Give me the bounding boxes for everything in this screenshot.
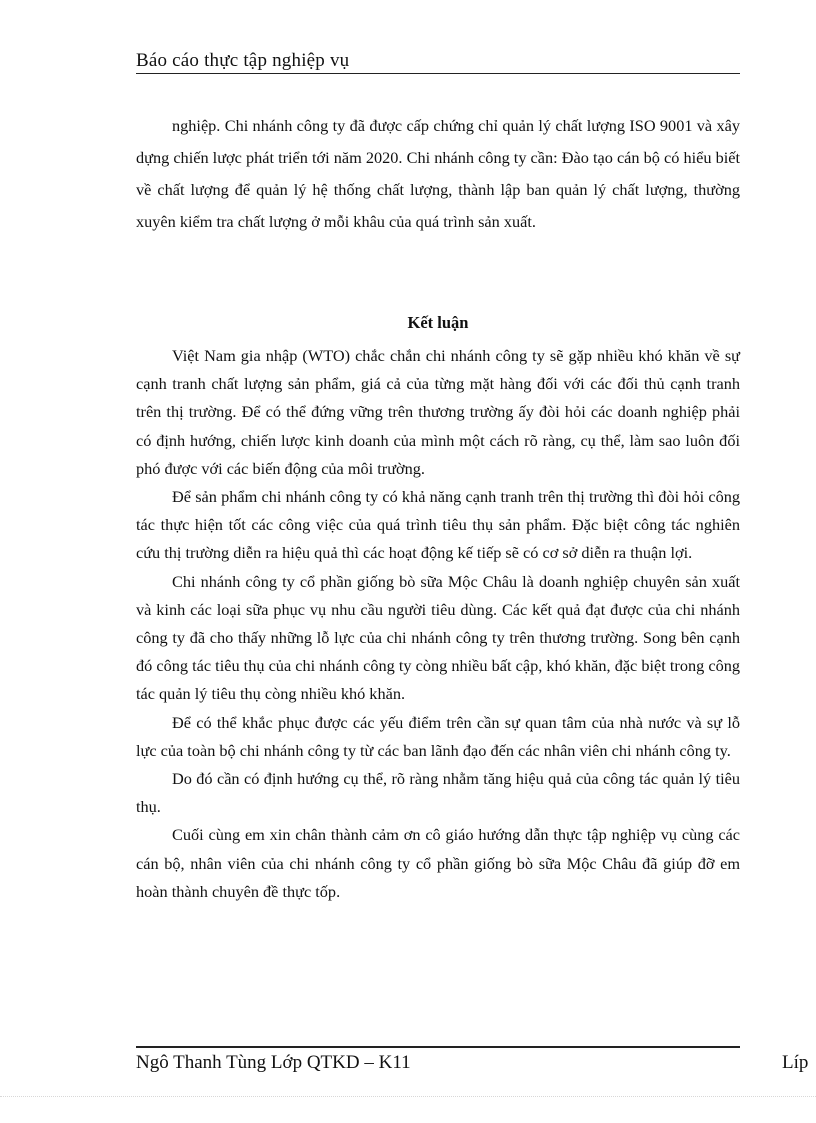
conclusion-paragraph-3: Chi nhánh công ty cổ phần giống bò sữa Mộc Châu là doanh nghiệp chuyên sản xuất và kinh các loại sữa phục vụ nhu cầu người tiêu dùng. Các kết quả đạt được của chi nhánh công ty đã cho thấy những lỗ lực của chi nhánh công ty trên thương trường. Song bên cạnh đó công tác tiêu thụ của chi nhánh công ty còng nhiều bất cập, khó khăn, đặc biệt trong công tác quản lý tiêu thụ còng nhiều khó khăn.	[136, 571, 740, 704]
conclusion-paragraph-5: Do đó cần có định hướng cụ thể, rõ ràng nhằm tăng hiệu quả của công tác quản lý tiêu thụ.	[136, 769, 740, 817]
page-edge	[0, 1096, 816, 1097]
conclusion-paragraph-6: Cuối cùng em xin chân thành cảm ơn cô giáo hướng dẫn thực tập nghiệp vụ cùng các cán bộ, nhân viên của chi nhánh công ty cổ phần giống bò sữa Mộc Châu đã giúp đỡ em hoàn thành chuyên đề thực tốp.	[136, 825, 740, 901]
conclusion-paragraph-4: Để có thể khắc phục được các yếu điểm trên cần sự quan tâm của nhà nước và sự lỗ lực của toàn bộ chi nhánh công ty từ các ban lãnh đạo đến các nhân viên chi nhánh công ty.	[136, 712, 740, 760]
footer-author: Ngô Thanh Tùng Lớp QTKD – K11	[136, 1052, 411, 1073]
footer-divider	[136, 1046, 740, 1048]
intro-paragraph: nghiệp. Chi nhánh công ty đã được cấp chứng chỉ quản lý chất lượng ISO 9001 và xây dựng chiến lược phát triển tới năm 2020. Chi nhánh công ty cần: Đào tạo cán bộ có hiểu biết về chất lượng để quản lý hệ thống chất lượng, thành lập ban quản lý chất lượng, thường xuyên kiểm tra chất lượng ở mỗi khâu của quá trình sản xuất.	[136, 116, 740, 231]
conclusion-body	[136, 342, 740, 906]
footer-right-text: Líp	[782, 1052, 809, 1073]
conclusion-paragraph-2: Để sản phẩm chi nhánh công ty có khả năng cạnh tranh trên thị trường thì đòi hỏi công tác thực hiện tốt các công việc của quá trình tiêu thụ sản phẩm. Đặc biệt công tác nghiên cứu thị trường diễn ra hiệu quả thì các hoạt động kế tiếp sẽ có cơ sở diễn ra thuận lợi.	[136, 487, 740, 563]
conclusion-paragraph-1: Việt Nam gia nhập (WTO) chắc chắn chi nhánh công ty sẽ gặp nhiều khó khăn về sự cạnh tranh chất lượng sản phẩm, giá cả của từng mặt hàng đối với các đối thủ cạnh tranh trên thị trường. Để có thể đứng vững trên thương trường ấy đòi hỏi các doanh nghiệp phải có định hướng, chiến lược kinh doanh của mình một cách rõ ràng, cụ thể, làm sao luôn đối phó được với các biến động của môi trường.	[136, 346, 740, 478]
header-divider	[136, 73, 740, 74]
header-title: Báo cáo thực tập nghiệp vụ	[136, 50, 350, 71]
section-heading: Kết luận	[407, 313, 469, 332]
